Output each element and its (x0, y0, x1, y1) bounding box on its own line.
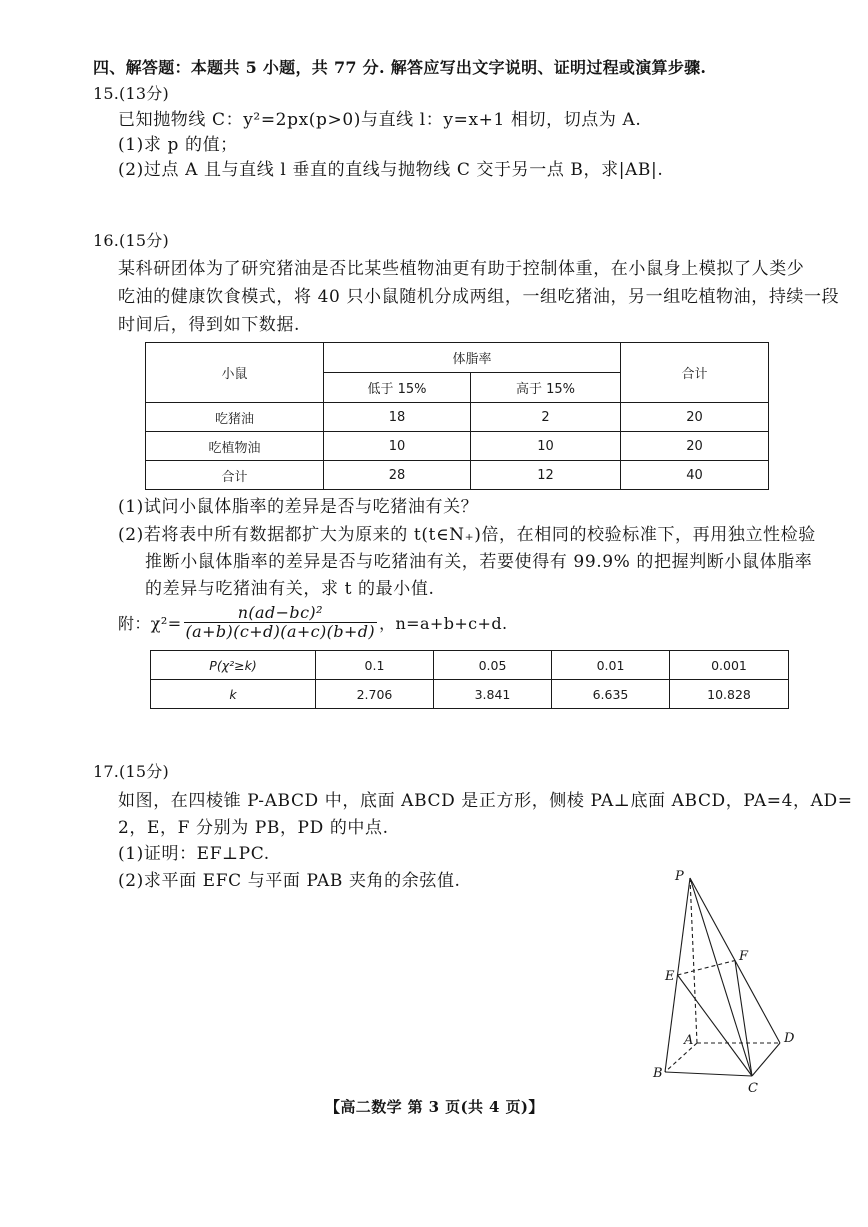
vertex-label-c: C (748, 1081, 758, 1096)
question-16-part-2-line: 推断小鼠体脂率的差异是否与吃猪油有关，若要使得有 99.9% 的把握判断小鼠体脂率 (145, 552, 813, 572)
table-cell: 20 (621, 403, 769, 432)
table-header-body-fat: 体脂率 (324, 343, 621, 373)
table-cell: 18 (324, 403, 471, 432)
formula-prefix: 附：χ²= (118, 613, 182, 633)
table-cell: 2 (471, 403, 621, 432)
table-cell: k (151, 680, 316, 709)
table-cell: 吃猪油 (146, 403, 324, 432)
question-17-stem-line: 如图，在四棱锥 P-ABCD 中，底面 ABCD 是正方形，侧棱 PA⊥底面 ABCD，PA=4，AD= (118, 791, 853, 811)
question-16-number: 16.(15分) (93, 231, 169, 250)
question-16-part-2-line: 的差异与吃猪油有关，求 t 的最小值. (145, 579, 435, 599)
table-cell: P(χ²≥k) (151, 651, 316, 680)
table-subheader-below-15: 低于 15% (324, 373, 471, 403)
table-cell: 0.1 (316, 651, 434, 680)
table-cell: 10 (471, 432, 621, 461)
table-cell: 12 (471, 461, 621, 490)
table-cell: 0.01 (552, 651, 670, 680)
table-cell: 0.05 (434, 651, 552, 680)
edge-bc (665, 1072, 752, 1076)
table-cell: 20 (621, 432, 769, 461)
question-15-part-1: (1)求 p 的值； (118, 135, 238, 155)
vertex-label-b: B (653, 1066, 663, 1081)
formula-fraction (184, 604, 378, 641)
question-16-stem-line: 吃油的健康饮食模式，将 40 只小鼠随机分成两组，一组吃猪油，另一组吃植物油，持续一段 (118, 287, 840, 307)
table-cell: 6.635 (552, 680, 670, 709)
vertex-label-e: E (665, 969, 675, 984)
segment-fc (735, 961, 752, 1077)
table-row (146, 432, 769, 461)
table-cell: 0.001 (670, 651, 789, 680)
vertex-label-p: P (675, 869, 684, 884)
formula-numerator: n(ad−bc)² (237, 602, 323, 622)
question-15-stem: 已知抛物线 C：y²=2px(p>0)与直线 l：y=x+1 相切，切点为 A. (118, 110, 642, 130)
vertex-label-f: F (739, 949, 749, 964)
section-header: 四、解答题：本题共 5 小题，共 77 分. 解答应写出文字说明、证明过程或演算步骤. (93, 58, 707, 77)
question-16-part-1: (1)试问小鼠体脂率的差异是否与吃猪油有关？ (118, 497, 479, 517)
table-row (151, 651, 789, 680)
question-15-part-2: (2)过点 A 且与直线 l 垂直的直线与抛物线 C 交于另一点 B，求|AB|. (118, 160, 664, 180)
question-17-number: 17.(15分) (93, 762, 169, 781)
question-16-stem-line: 时间后，得到如下数据. (118, 315, 301, 335)
formula-denominator: (a+b)(c+d)(a+c)(b+d) (185, 621, 376, 641)
contingency-table (145, 342, 769, 490)
question-16-part-2-line: (2)若将表中所有数据都扩大为原来的 t(t∈N₊)倍，在相同的校验标准下，再用独立性检验 (118, 525, 816, 545)
segment-ec (678, 975, 753, 1076)
table-row (151, 680, 789, 709)
table-cell: 28 (324, 461, 471, 490)
question-15-number: 15.(13分) (93, 84, 169, 103)
table-row (146, 461, 769, 490)
table-header-mice: 小鼠 (146, 343, 324, 403)
critical-value-table (150, 650, 789, 709)
question-17-stem-line: 2，E，F 分别为 PB，PD 的中点. (118, 818, 389, 838)
table-cell: 10.828 (670, 680, 789, 709)
question-17-part-2: (2)求平面 EFC 与平面 PAB 夹角的余弦值. (118, 871, 461, 891)
table-subheader-above-15: 高于 15% (471, 373, 621, 403)
pyramid-figure (640, 860, 810, 1105)
formula-suffix: ，n=a+b+c+d. (379, 613, 508, 633)
question-17-part-1: (1)证明：EF⊥PC. (118, 844, 270, 864)
chi-square-formula (118, 601, 507, 643)
edge-cd (752, 1043, 780, 1076)
vertex-label-a: A (684, 1033, 694, 1048)
table-cell: 吃植物油 (146, 432, 324, 461)
table-cell: 2.706 (316, 680, 434, 709)
segment-ef (678, 961, 736, 976)
table-cell: 3.841 (434, 680, 552, 709)
table-header-total: 合计 (621, 343, 769, 403)
edge-pc (690, 878, 752, 1076)
table-cell: 10 (324, 432, 471, 461)
table-cell: 40 (621, 461, 769, 490)
page-footer: 【高二数学 第 3 页(共 4 页)】 (325, 1098, 544, 1116)
question-16-stem-line: 某科研团体为了研究猪油是否比某些植物油更有助于控制体重，在小鼠身上模拟了人类少 (118, 259, 805, 279)
table-row (146, 403, 769, 432)
edge-pa (690, 878, 697, 1043)
vertex-label-d: D (784, 1031, 795, 1046)
table-cell: 合计 (146, 461, 324, 490)
